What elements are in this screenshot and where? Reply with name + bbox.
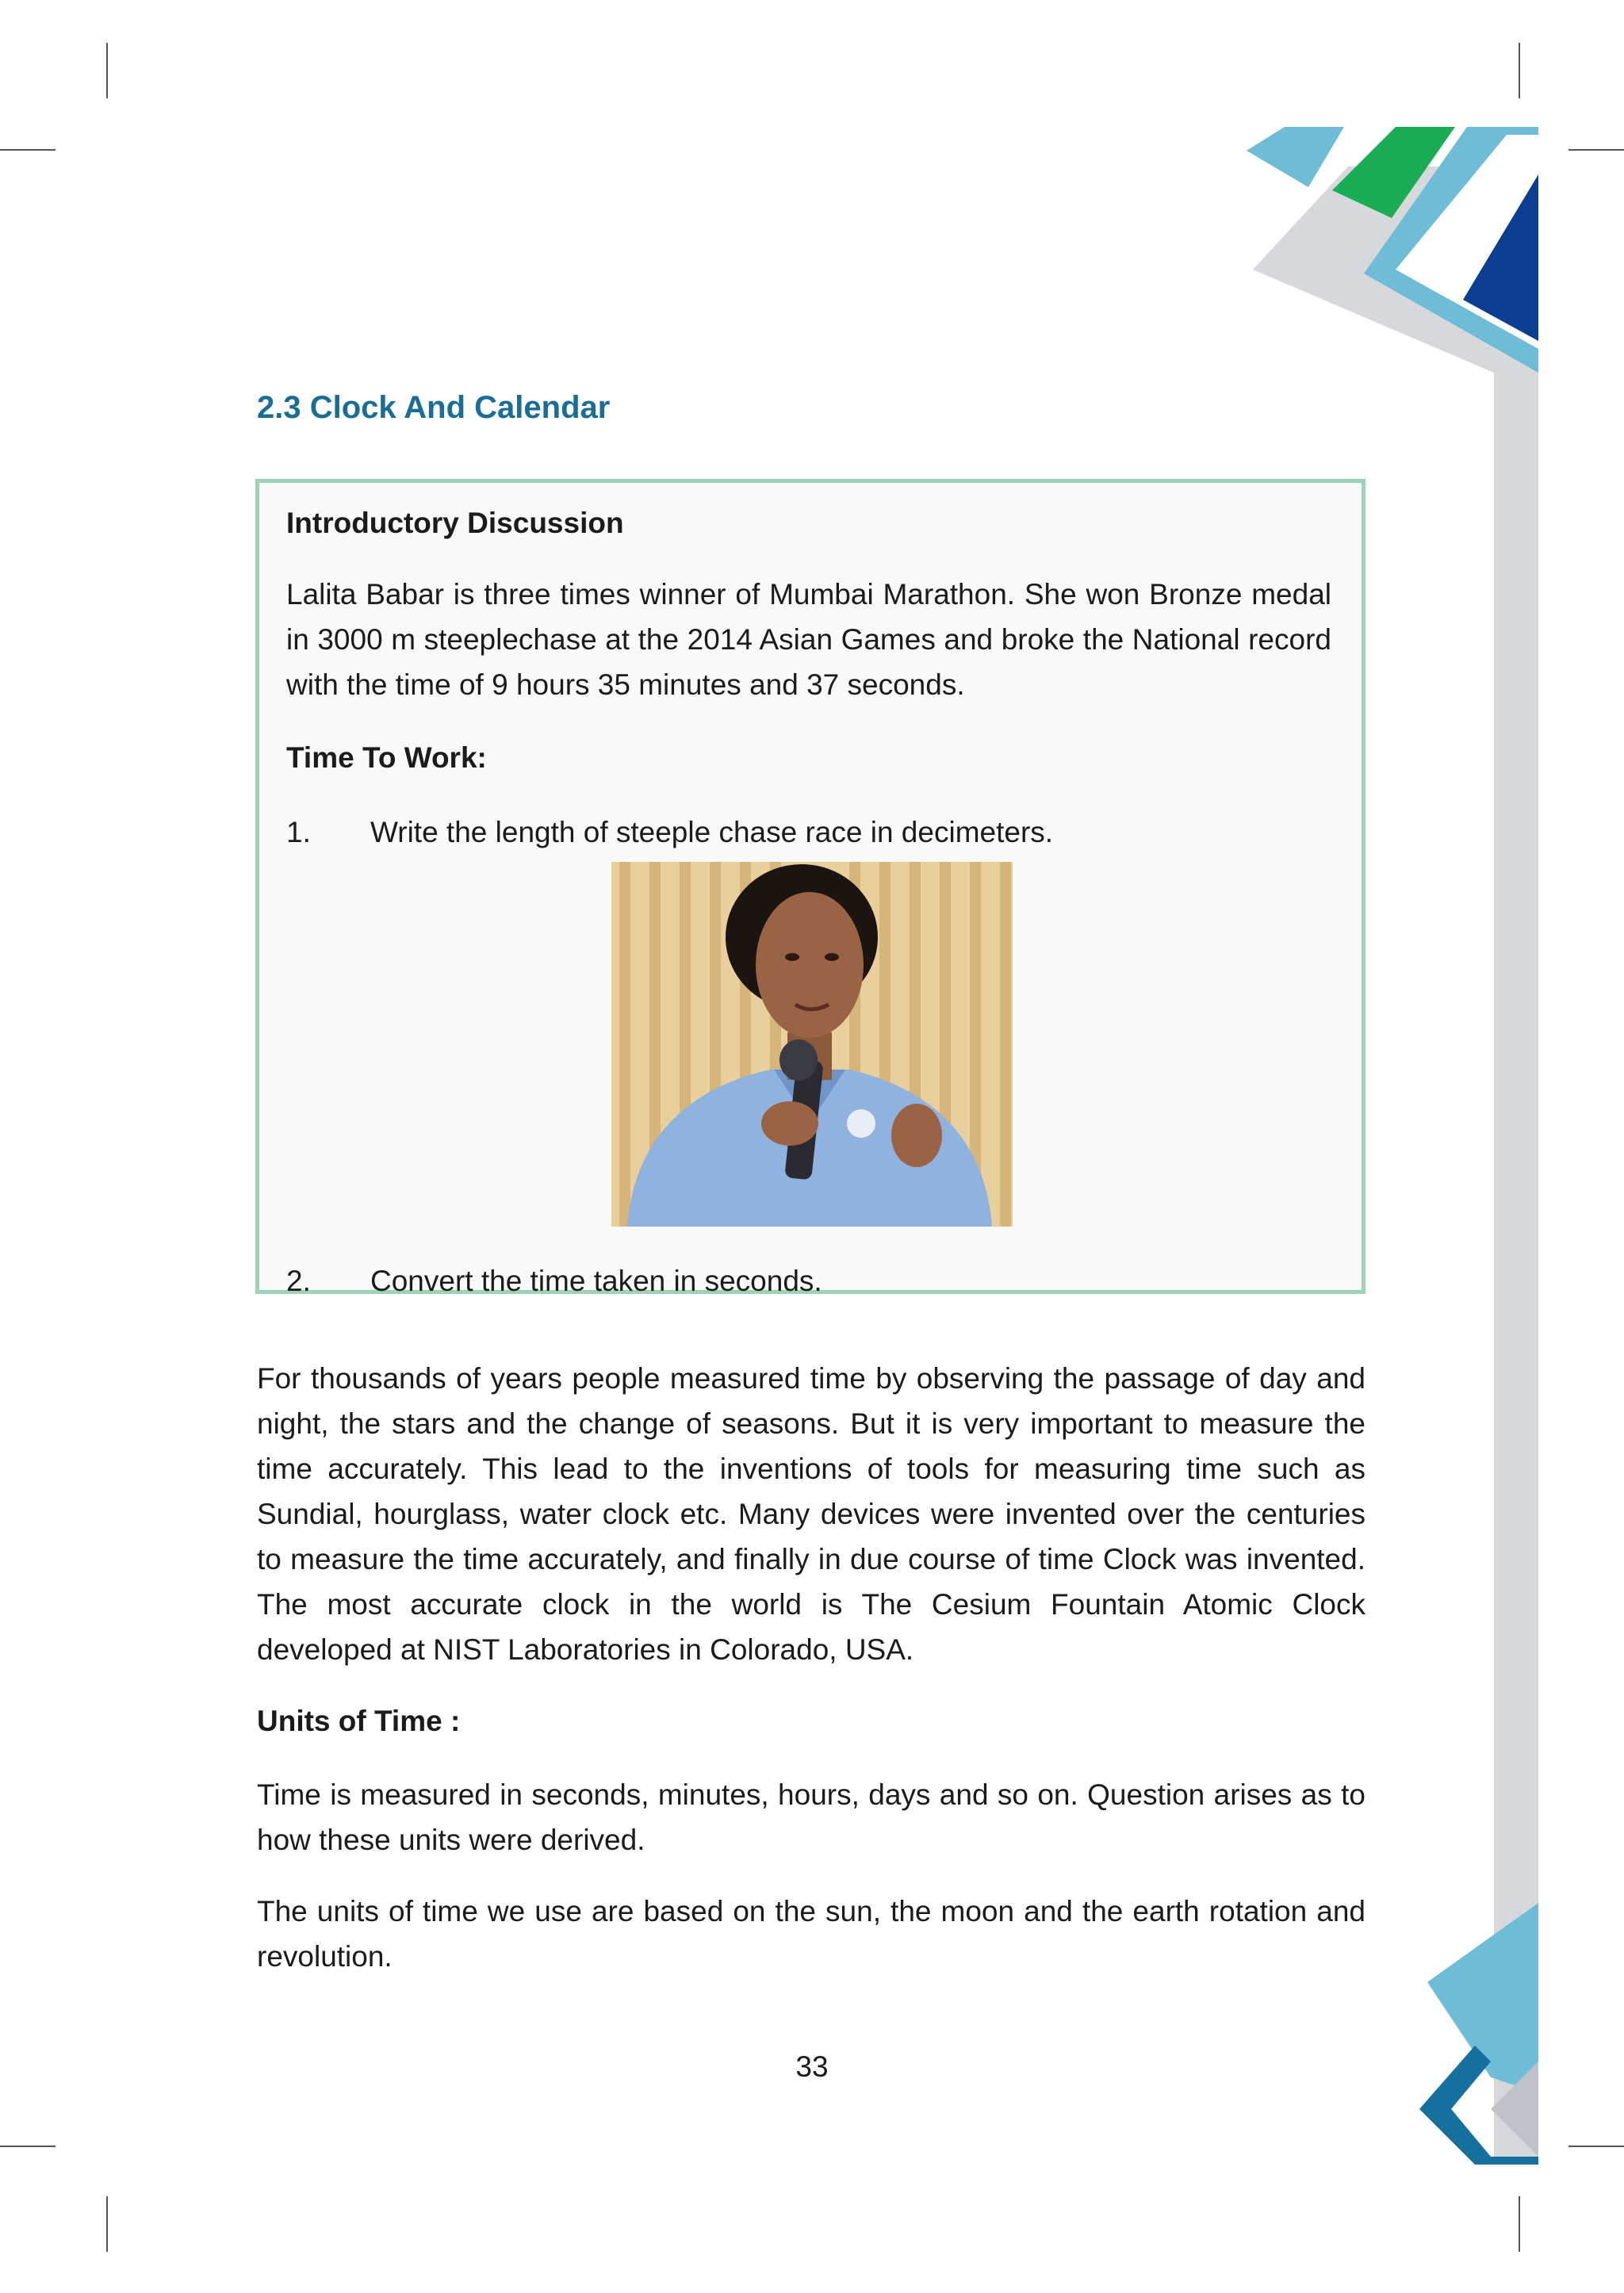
side-strip xyxy=(1494,373,1538,2165)
work-heading: Time To Work: xyxy=(286,741,487,774)
units-basis-paragraph: The units of time we use are based on the sun, the moon and the earth rotation and revolution. xyxy=(257,1895,1365,1973)
task-text: Write the length of steeple chase race in decimeters. xyxy=(370,816,1054,848)
history-paragraph: For thousands of years people measured time by observing the passage of day and night, the stars and the change of seasons. But it is very important to measure the time accurately. This lead to the inventions of tools for measuring time such as Sundial, hourglass, water clock etc. Many devices were invented over the centuries to measure the time accurately, and finally in due course of time Clock was invented. The most accurate clock in the world is The Cesium Fountain Atomic Clock developed at NIST Laboratories in Colorado, USA. xyxy=(257,1362,1365,1666)
introductory-discussion-box xyxy=(255,479,1365,1297)
athlete-photo xyxy=(611,862,1013,1227)
deco-light-blue-top xyxy=(1247,127,1344,187)
task-number: 2. xyxy=(286,1265,311,1297)
section-title: 2.3 Clock And Calendar xyxy=(257,390,611,425)
box-heading: Introductory Discussion xyxy=(286,507,624,539)
units-paragraph: Time is measured in seconds, minutes, hours, days and so on. Question arises as to how these units were derived. xyxy=(257,1778,1365,1856)
page-number: 33 xyxy=(795,2050,829,2083)
task-text: Convert the time taken in seconds. xyxy=(370,1265,822,1297)
task-number: 1. xyxy=(286,816,311,848)
intro-paragraph: Lalita Babar is three times winner of Mumbai Marathon. She won Bronze medal in 3000 m steeplechase at the 2014 Asian Games and broke the National record with the time of 9 hours 35 minutes and 37 seconds. xyxy=(286,578,1331,701)
units-heading: Units of Time : xyxy=(257,1705,461,1737)
